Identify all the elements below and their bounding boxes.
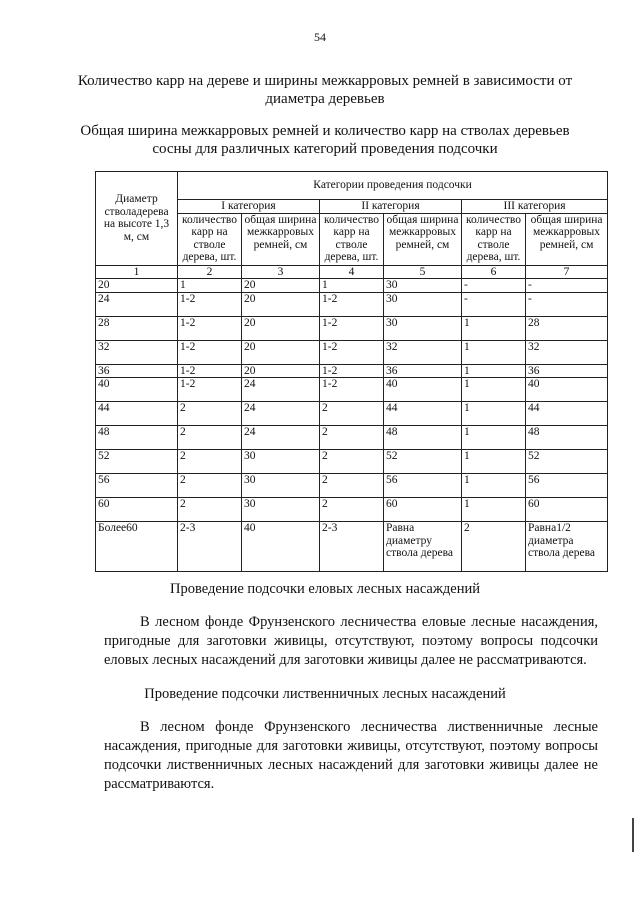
- table-cell: 1: [462, 498, 526, 522]
- table-row: [96, 340, 608, 364]
- table-cell: 2-3: [178, 522, 242, 572]
- scan-edge-mark: [632, 818, 634, 852]
- table-caption: Общая ширина межкарровых ремней и количество карр на стволах деревьев сосны для различных категорий проведения подсочки: [80, 123, 570, 157]
- table-cell: 28: [96, 316, 178, 340]
- section-text: В лесном фонде Фрунзенского лесничества еловые лесные насаждения, пригодные для заготовки живицы, отсутствуют, поэтому вопросы подсочки еловых лесных насаждений для заготовки живицы далее не рассматриваются.: [104, 614, 598, 668]
- table-cell: 30: [384, 279, 462, 293]
- table-cell: Равна1/2 диаметра ствола дерева: [526, 522, 608, 572]
- column-number: 5: [384, 265, 462, 279]
- table-cell: 2: [320, 402, 384, 426]
- table-cell: 1-2: [178, 364, 242, 378]
- table-row: [96, 279, 608, 293]
- table-cell: 1: [178, 279, 242, 293]
- table-row: [96, 498, 608, 522]
- table-cell: 1: [462, 450, 526, 474]
- table-cell: 56: [96, 474, 178, 498]
- table-cell: 1: [462, 316, 526, 340]
- count-header: количество карр на стволе дерева, шт.: [178, 213, 242, 265]
- section-heading-larch: Проведение подсочки лиственничных лесных насаждений: [144, 686, 506, 702]
- table-cell: 2-3: [320, 522, 384, 572]
- column-number: 3: [242, 265, 320, 279]
- column-number: 2: [178, 265, 242, 279]
- column-number: 7: [526, 265, 608, 279]
- table-cell: 1-2: [320, 378, 384, 402]
- page-title: Количество карр на дереве и ширины межкарровых ремней в зависимости от диаметра деревьев: [77, 73, 573, 107]
- table-cell: 20: [242, 279, 320, 293]
- width-header: общая ширина межкарровых ремней, см: [384, 213, 462, 265]
- table-cell: 24: [242, 426, 320, 450]
- categories-header: Категории проведения подсочки: [178, 172, 608, 200]
- table-cell: 30: [242, 498, 320, 522]
- table-cell: 36: [526, 364, 608, 378]
- table-cell: 48: [96, 426, 178, 450]
- section-paragraph-larch: [104, 718, 598, 794]
- table-cell: 40: [526, 378, 608, 402]
- table-row: [96, 522, 608, 572]
- table-cell: -: [462, 292, 526, 316]
- table-cell: 24: [96, 292, 178, 316]
- table-cell: Более60: [96, 522, 178, 572]
- table-cell: 44: [384, 402, 462, 426]
- category-3-header: III категория: [462, 200, 608, 214]
- table-cell: 2: [462, 522, 526, 572]
- table-cell: 20: [242, 364, 320, 378]
- table-cell: 1: [462, 378, 526, 402]
- table-cell: 40: [96, 378, 178, 402]
- diameter-header: Диаметр стволадерева на высоте 1,3 м, см: [96, 172, 178, 266]
- table-cell: 36: [96, 364, 178, 378]
- table-cell: 48: [384, 426, 462, 450]
- column-number: 4: [320, 265, 384, 279]
- table-cell: 32: [384, 340, 462, 364]
- table-cell: 24: [242, 402, 320, 426]
- table-cell: 30: [384, 292, 462, 316]
- table-cell: 1-2: [320, 316, 384, 340]
- table-cell: 1-2: [320, 364, 384, 378]
- table-cell: 24: [242, 378, 320, 402]
- table-cell: 1: [462, 426, 526, 450]
- table-row: [96, 316, 608, 340]
- table-cell: 1-2: [320, 340, 384, 364]
- category-1-header: I категория: [178, 200, 320, 214]
- table-cell: 32: [96, 340, 178, 364]
- table-cell: 2: [178, 426, 242, 450]
- table-cell: 2: [320, 450, 384, 474]
- table-cell: 2: [178, 450, 242, 474]
- table-cell: 52: [526, 450, 608, 474]
- table-cell: 1: [320, 279, 384, 293]
- table-cell: 28: [526, 316, 608, 340]
- section-text: В лесном фонде Фрунзенского лесничества лиственничные лесные насаждения, пригодные для заготовки живицы, отсутствуют, поэтому вопросы подсочки лиственничных лесных насаждений для заготовки живицы далее не рассматриваются.: [104, 719, 598, 792]
- table-row: [96, 402, 608, 426]
- page-number: 54: [314, 30, 326, 44]
- table-cell: 1-2: [320, 292, 384, 316]
- table-cell: 40: [242, 522, 320, 572]
- table-cell: 30: [242, 450, 320, 474]
- table-row: [96, 450, 608, 474]
- table-cell: 20: [96, 279, 178, 293]
- table-cell: 60: [96, 498, 178, 522]
- table-cell: -: [526, 279, 608, 293]
- table-cell: 30: [242, 474, 320, 498]
- table-row: [96, 474, 608, 498]
- category-2-header: II категория: [320, 200, 462, 214]
- table-cell: 1-2: [178, 292, 242, 316]
- section-paragraph-spruce: [104, 613, 598, 670]
- table-cell: 2: [178, 498, 242, 522]
- table-cell: 1: [462, 402, 526, 426]
- table-cell: 48: [526, 426, 608, 450]
- carr-width-table: [95, 171, 608, 572]
- table-cell: 30: [384, 316, 462, 340]
- table-cell: 1: [462, 364, 526, 378]
- table-cell: 20: [242, 316, 320, 340]
- table-cell: 2: [320, 498, 384, 522]
- table-row: [96, 292, 608, 316]
- width-header: общая ширина межкарровых ремней, см: [526, 213, 608, 265]
- table-cell: 1-2: [178, 378, 242, 402]
- table-cell: 56: [526, 474, 608, 498]
- table-cell: 60: [384, 498, 462, 522]
- table-cell: -: [462, 279, 526, 293]
- table-cell: 1: [462, 474, 526, 498]
- table-cell: 60: [526, 498, 608, 522]
- table-cell: Равна диаметру ствола дерева: [384, 522, 462, 572]
- table-cell: 2: [320, 474, 384, 498]
- table-cell: 44: [96, 402, 178, 426]
- table-cell: 56: [384, 474, 462, 498]
- section-heading-spruce: Проведение подсочки еловых лесных насаждений: [170, 581, 480, 597]
- table-cell: 1: [462, 340, 526, 364]
- table-cell: 20: [242, 292, 320, 316]
- table-cell: 44: [526, 402, 608, 426]
- column-number: 1: [96, 265, 178, 279]
- table-row: [96, 364, 608, 378]
- count-header: количество карр на стволе дерева, шт.: [462, 213, 526, 265]
- column-number: 6: [462, 265, 526, 279]
- table-row: [96, 426, 608, 450]
- table-cell: 52: [384, 450, 462, 474]
- table-cell: 36: [384, 364, 462, 378]
- table-cell: 2: [320, 426, 384, 450]
- table-cell: -: [526, 292, 608, 316]
- table-cell: 1-2: [178, 340, 242, 364]
- table-cell: 20: [242, 340, 320, 364]
- table-cell: 40: [384, 378, 462, 402]
- table-cell: 32: [526, 340, 608, 364]
- count-header: количество карр на стволе дерева, шт.: [320, 213, 384, 265]
- table-row: [96, 378, 608, 402]
- table-cell: 1-2: [178, 316, 242, 340]
- table-cell: 2: [178, 474, 242, 498]
- table-cell: 52: [96, 450, 178, 474]
- table-cell: 2: [178, 402, 242, 426]
- width-header: общая ширина межкарровых ремней, см: [242, 213, 320, 265]
